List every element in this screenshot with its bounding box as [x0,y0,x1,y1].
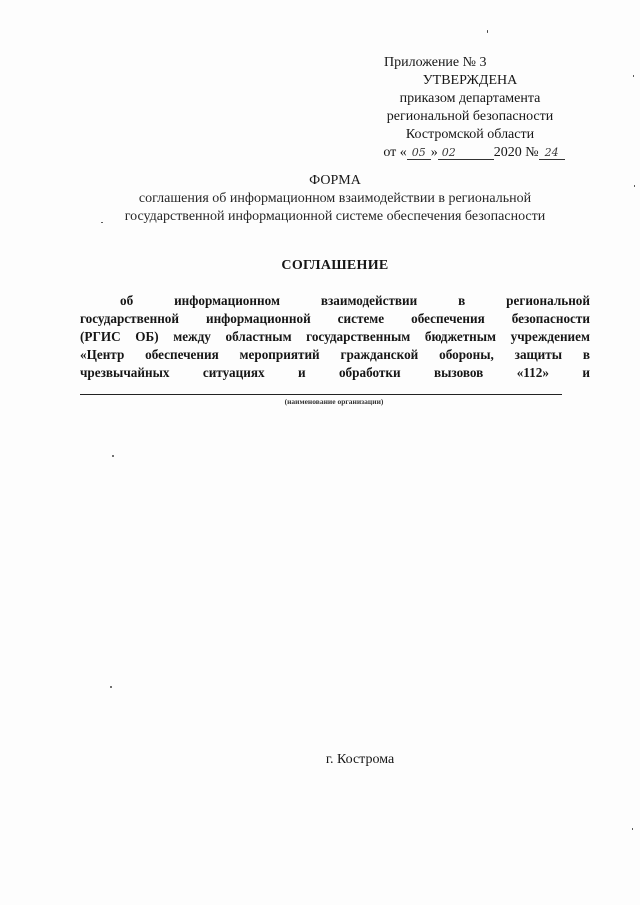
approval-date-line [370,144,570,162]
approval-line-3: Костромской области [405,127,535,142]
word: гражданской [340,347,419,362]
date-prefix: от « [383,145,407,160]
word: областным [225,329,292,344]
approval-line-1: приказом департамента [399,91,541,106]
form-header [80,172,590,226]
handwritten-day: 05 [407,146,431,160]
word: и [297,365,306,380]
agreement-line [80,346,590,364]
approval-stamp-block [370,54,570,162]
word: информационном [174,293,280,308]
date-mid: » [430,145,438,160]
word: чрезвычайных [80,365,170,380]
agreement-title: СОГЛАШЕНИЕ [281,258,389,273]
word: информационной [205,311,311,326]
handwritten-month: 02 [438,146,494,160]
word: региональной [506,293,590,308]
word: в [582,347,590,362]
organization-name-line [80,394,562,395]
scan-speck [101,222,103,223]
approval-line-2: региональной безопасности [386,109,554,124]
word: «Центр [80,347,125,362]
approved-label: УТВЕРЖДЕНА [422,73,518,88]
scan-speck [634,185,635,187]
word: мероприятий [239,347,320,362]
word: обеспечения [145,347,219,362]
agreement-line [80,310,590,328]
word: и [582,365,590,380]
word: учреждением [510,329,590,344]
word: вызовов [433,365,484,380]
scan-speck [112,455,114,457]
agreement-line [80,328,590,346]
word: государственным [306,329,411,344]
word: безопасности [511,311,590,326]
agreement-line [80,292,590,310]
form-subtitle-line-2: государственной информационной системе обеспечения безопасности [124,209,546,224]
city-label: г. Кострома [325,752,395,767]
word: обработки [338,365,401,380]
attachment-label: Приложение № 3 [384,55,487,70]
word: об [120,293,134,308]
form-subtitle-line-1: соглашения об информационном взаимодействии в региональной [138,191,532,206]
scan-speck [487,30,488,33]
scan-speck [632,828,633,830]
word: бюджетным [424,329,497,344]
word: обеспечения [411,311,485,326]
handwritten-order-number: 24 [539,146,565,160]
word: между [173,329,211,344]
form-title: ФОРМА [309,173,361,188]
scan-speck [633,75,634,77]
word: ситуациях [202,365,265,380]
word: ОБ) [135,329,159,344]
word: (РГИС [80,329,121,344]
word: в [458,293,466,308]
word: защиты [514,347,563,362]
date-year: 2020 № [493,145,539,160]
word: обороны, [439,347,494,362]
word: государственной [80,311,179,326]
agreement-line [80,364,590,382]
organization-name-caption: (наименование организации) [284,397,384,406]
word: взаимодействии [320,293,418,308]
agreement-body [80,292,590,382]
scan-speck [110,686,112,688]
word: системе [337,311,385,326]
word: «112» [516,365,549,380]
